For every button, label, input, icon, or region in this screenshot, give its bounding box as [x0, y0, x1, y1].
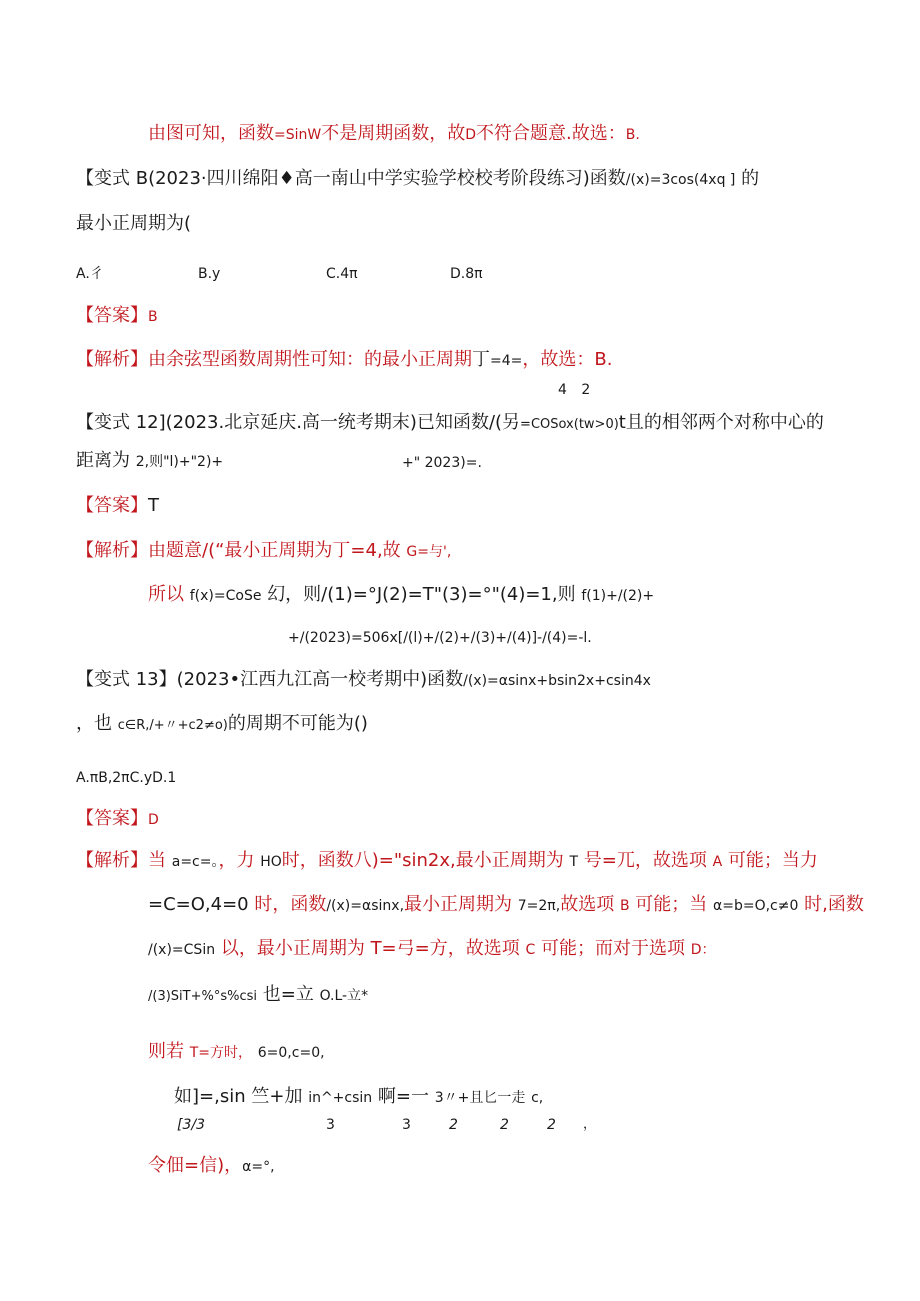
fraction-denominators: 4 2 [558, 382, 591, 398]
question-text: ，也 c∈R,/+〃+c2≠o)的周期不可能为() [76, 713, 368, 734]
analysis-line: 所以 f(x)=CoSe 幻，则/(1)=°J(2)=T"(3)=°"(4)=1,则 f(1)+/(2)+ [148, 584, 655, 605]
denominator: [3/3 [177, 1117, 205, 1133]
solution-line: 由图可知，函数=SinW不是周期函数，故D不符合题意.故选：B. [148, 123, 640, 144]
option-c: C.4π [326, 266, 358, 282]
denominator: 3 [402, 1117, 411, 1133]
option-d: D.8π [450, 266, 483, 282]
analysis-line: 则若 T=方时， 6=0,c=0, [148, 1041, 325, 1062]
denominator: 3 [326, 1117, 335, 1133]
denominator: 2 [547, 1117, 556, 1133]
question-text: 距离为 2,则"l)+"2)+ [76, 450, 224, 471]
analysis-formula: +/(2023)=506x[/(l)+/(2)+/(3)+/(4)]-/(4)=-l. [288, 630, 592, 646]
question-heading: 【变式 B(2023·四川绵阳♦高一南山中学实验学校校考阶段练习)函数/(x)=3cos(4xq ] 的 [76, 168, 760, 189]
denominator: ， [583, 1117, 597, 1132]
option-a: A.彳 [76, 266, 104, 282]
analysis-line: 【解析】由题意/(“最小正周期为丁=4,故 G=与', [76, 540, 452, 561]
question-heading: 【变式 12](2023.北京延庆.高一统考期末)已知函数/(另=COSox(tw>0)t且的相邻两个对称中心的 [76, 412, 824, 433]
answer-line: 【答案】B [76, 305, 158, 326]
question-text-tail: +" 2023)=. [402, 455, 482, 471]
analysis-line: /(x)=CSin 以，最小正周期为 T=弓=方，故选项 C 可能；而对于选项 D： [148, 938, 716, 959]
question-heading: 【变式 13】(2023•江西九江高一校考期中)函数/(x)=αsinx+bsin2x+csin4x [76, 669, 651, 690]
answer-line: 【答案】T [76, 495, 159, 516]
options-line: A.πB,2πC.yD.1 [76, 770, 177, 786]
question-text: 最小正周期为( [76, 213, 192, 234]
denominator: 2 [500, 1117, 509, 1133]
denominator: 2 [449, 1117, 458, 1133]
analysis-line: 【解析】当 a=c=。，力 HO时，函数八)="sin2x,最小正周期为 T 号=兀，故选项 A 可能；当力 [76, 850, 818, 871]
analysis-line: =C=O,4=0 时，函数/(x)=αsinx,最小正周期为 7=2π,故选项 B 可能；当 α=b=O,c≠0 时,函数 [148, 894, 864, 915]
analysis-line: 【解析】由余弦型函数周期性可知：的最小正周期丁=4=，故选：B. [76, 349, 613, 370]
analysis-line: 令佃=信)，α=°, [148, 1155, 275, 1176]
analysis-line: 如]=,sin 竺+加 in^+csin 啊=一 3〃+且匕一走 c, [174, 1086, 544, 1107]
analysis-line: /(3)SiT+%°s%csi 也=立 O.L-立* [148, 984, 369, 1005]
option-b: B.y [198, 266, 221, 282]
answer-line: 【答案】D [76, 808, 159, 829]
